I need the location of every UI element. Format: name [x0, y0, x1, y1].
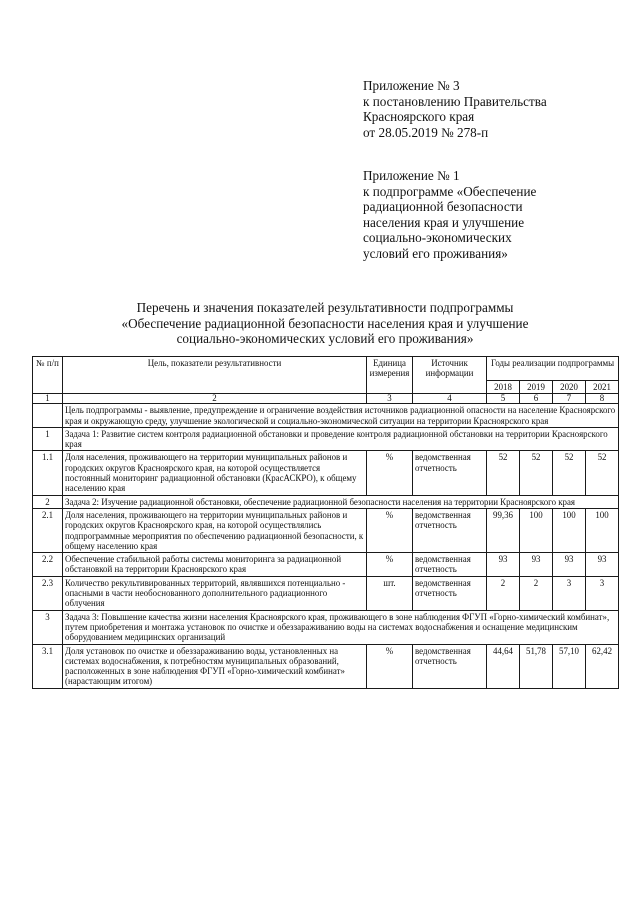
indicator-value: 100 — [520, 508, 553, 552]
indicator-value: 57,10 — [553, 644, 586, 688]
indicator-text: Доля населения, проживающего на территории муниципальных районов и городских округов Красноярского края, на которой осуществлялись подпрограммные мероприятия по обеспечению радиационной безопасности, к общему населению края — [63, 508, 367, 552]
indicator-value: 3 — [553, 576, 586, 610]
indicator-source: ведомственная отчетность — [413, 576, 487, 610]
indicator-text: Обеспечение стабильной работы системы мониторинга за радиационной обстановкой на территории Красноярского края — [63, 553, 367, 577]
indicator-source: ведомственная отчетность — [413, 553, 487, 577]
indicator-row — [33, 508, 619, 552]
indicator-source: ведомственная отчетность — [413, 508, 487, 552]
goal-text: Цель подпрограммы - выявление, предупреждение и ограничение воздействия источников радиационной опасности на население Красноярского края и окружающую среду, улучшение экологической и социально-экономической ситуации на территории Красноярского края — [63, 404, 619, 428]
title-line: «Обеспечение радиационной безопасности населения края и улучшение — [121, 315, 529, 331]
header-year: 2020 — [553, 381, 586, 394]
indicator-source: ведомственная отчетность — [413, 644, 487, 688]
row-num: 2 — [33, 495, 63, 508]
indicator-value: 93 — [487, 553, 520, 577]
appendix-line: от 28.05.2019 № 278-п — [363, 124, 489, 140]
col-number: 7 — [553, 394, 586, 404]
indicator-text: Доля населения, проживающего на территории муниципальных районов и городских округов Красноярского края, на которой осуществляется постоянный мониторинг радиационной обстановки (КрасАСКРО), к общему населению края — [63, 451, 367, 495]
row-num: 3.1 — [33, 644, 63, 688]
row-num: 2.2 — [33, 553, 63, 577]
indicator-unit: % — [367, 644, 413, 688]
col-number: 6 — [520, 394, 553, 404]
appendix-line: социально-экономических — [363, 230, 512, 246]
indicator-text: Доля установок по очистке и обеззараживанию воды, установленных на системах водоснабжения, к потребностям муниципальных образований, расположенных в зоне наблюдения ФГУП «Горно-химический комбинат» (нарастающим итогом) — [63, 644, 367, 688]
indicator-row — [33, 644, 619, 688]
header-year: 2021 — [586, 381, 619, 394]
indicator-value: 2 — [520, 576, 553, 610]
indicator-value: 52 — [586, 451, 619, 495]
col-number: 3 — [367, 394, 413, 404]
indicator-value: 44,64 — [487, 644, 520, 688]
row-num: 2.1 — [33, 508, 63, 552]
task-text: Задача 3: Повышение качества жизни населения Красноярского края, проживающего в зоне наблюдения ФГУП «Горно-химический комбинат», путем приобретения и монтажа установок по очистке и обеззараживанию воды на системах водоснабжения и оснащение медицинским оборудованием медицинских организаций — [63, 610, 619, 644]
indicator-row — [33, 451, 619, 495]
appendix-line: условий его проживания» — [363, 245, 508, 261]
appendix-line: радиационной безопасности — [363, 199, 523, 215]
appendix-3-block — [363, 78, 547, 140]
appendix-line: Приложение № 1 — [363, 168, 460, 183]
row-num: 3 — [33, 610, 63, 644]
indicator-value: 2 — [487, 576, 520, 610]
indicator-unit: % — [367, 508, 413, 552]
indicator-value: 99,36 — [487, 508, 520, 552]
header-num: № п/п — [33, 357, 63, 394]
header-source: Источник информации — [413, 357, 487, 394]
indicator-value: 93 — [520, 553, 553, 577]
header-goal: Цель, показатели результативности — [63, 357, 367, 394]
row-num: 2.3 — [33, 576, 63, 610]
task-row — [33, 427, 619, 451]
indicator-value: 93 — [586, 553, 619, 577]
goal-row — [33, 404, 619, 428]
indicator-unit: % — [367, 451, 413, 495]
indicator-source: ведомственная отчетность — [413, 451, 487, 495]
indicator-value: 3 — [586, 576, 619, 610]
col-number: 4 — [413, 394, 487, 404]
indicator-value: 62,42 — [586, 644, 619, 688]
task-text: Задача 1: Развитие систем контроля радиационной обстановки и проведение контроля радиационной обстановки на территории Красноярского края — [63, 427, 619, 451]
indicators-table — [32, 356, 619, 689]
appendix-line: Красноярского края — [363, 109, 475, 125]
row-num: 1 — [33, 427, 63, 451]
indicator-value: 52 — [520, 451, 553, 495]
header-row — [33, 357, 619, 381]
header-year: 2019 — [520, 381, 553, 394]
task-text: Задача 2: Изучение радиационной обстановки, обеспечение радиационной безопасности населения на территории Красноярского края — [63, 495, 619, 508]
indicator-value: 52 — [487, 451, 520, 495]
task-row — [33, 610, 619, 644]
header-unit: Единица измерения — [367, 357, 413, 394]
indicator-value: 51,78 — [520, 644, 553, 688]
header-years-group: Годы реализации подпрограммы — [487, 357, 619, 381]
indicator-row — [33, 553, 619, 577]
indicator-unit: % — [367, 553, 413, 577]
appendix-1-block — [363, 168, 536, 262]
indicator-value: 52 — [553, 451, 586, 495]
task-row — [33, 495, 619, 508]
indicator-value: 100 — [586, 508, 619, 552]
indicator-row — [33, 576, 619, 610]
appendix-line: населения края и улучшение — [363, 214, 525, 230]
appendix-line: к подпрограмме «Обеспечение — [363, 183, 537, 199]
appendix-line: к постановлению Правительства — [363, 93, 547, 109]
col-number: 5 — [487, 394, 520, 404]
title-line: Перечень и значения показателей результативности подпрограммы — [136, 300, 514, 315]
indicator-unit: шт. — [367, 576, 413, 610]
indicator-text: Количество рекультивированных территорий, являвшихся потенциально - опасными в части необоснованного дополнительного радиационного облучения — [63, 576, 367, 610]
document-title — [40, 300, 610, 347]
indicator-value: 100 — [553, 508, 586, 552]
col-number: 2 — [63, 394, 367, 404]
header-year: 2018 — [487, 381, 520, 394]
row-num: 1.1 — [33, 451, 63, 495]
col-number: 8 — [586, 394, 619, 404]
title-line: социально-экономических условий его проживания» — [176, 331, 474, 347]
appendix-line: Приложение № 3 — [363, 78, 460, 93]
indicator-value: 93 — [553, 553, 586, 577]
col-number: 1 — [33, 394, 63, 404]
column-numbers-row — [33, 394, 619, 404]
